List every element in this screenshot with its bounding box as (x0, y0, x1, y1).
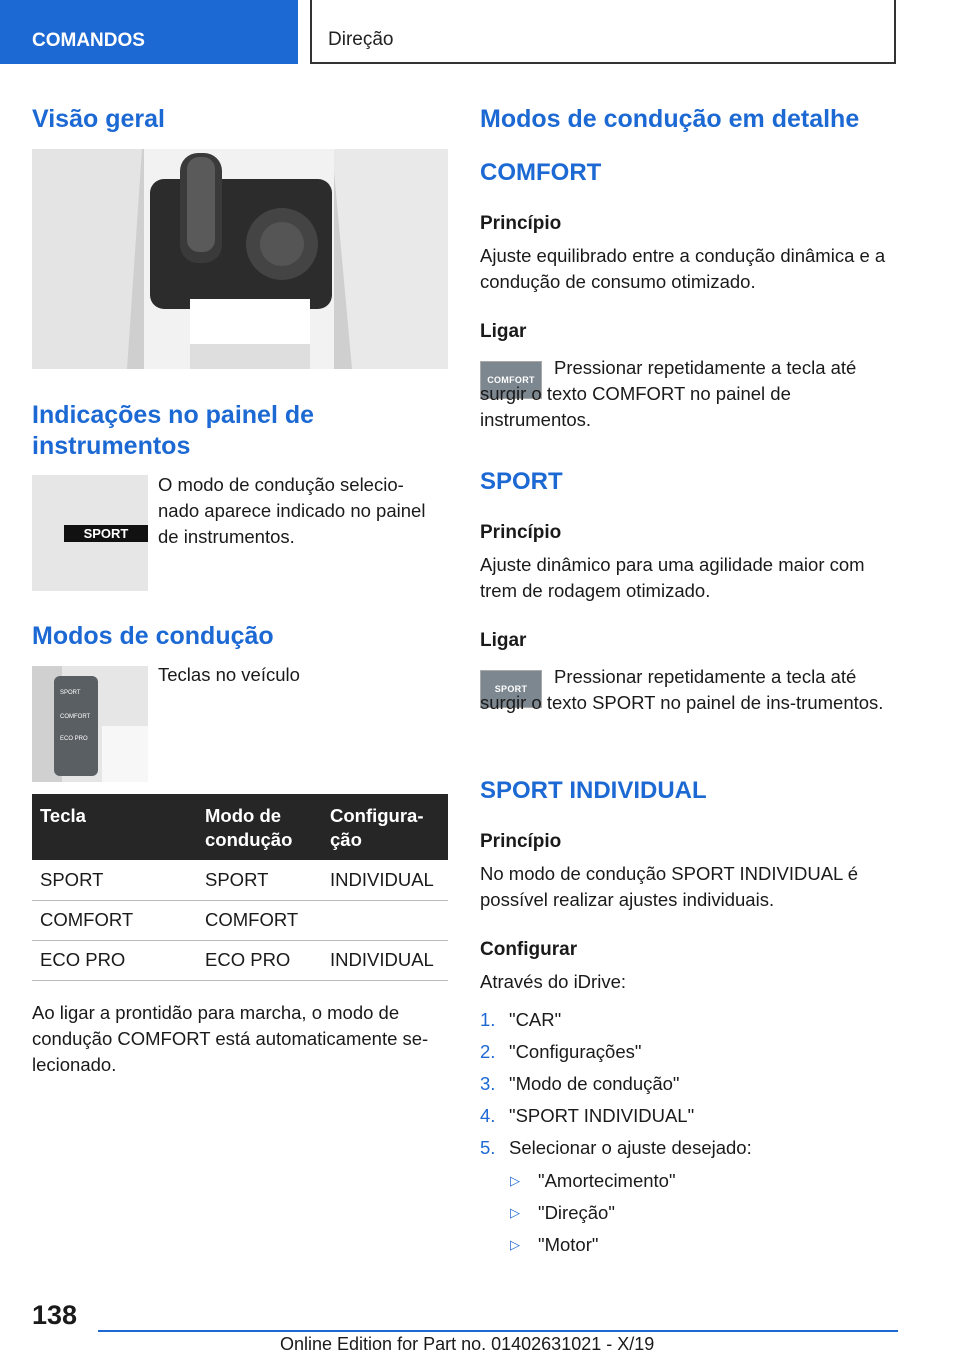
table-header-mode: Modo de condução (197, 794, 322, 860)
modes-table (32, 794, 448, 981)
table-cell: COMFORT (197, 900, 322, 940)
chapter-title: Direção (328, 29, 394, 50)
heading-sport-individual: SPORT INDIVIDUAL (480, 777, 707, 804)
modes-text: Teclas no veículo (158, 664, 300, 685)
mode-buttons-image (32, 666, 148, 782)
button-label-comfort: COMFORT (60, 714, 91, 720)
list-item: ▷ "Motor" (480, 1229, 900, 1261)
page-number: 138 (32, 1300, 78, 1330)
console-illustration (32, 149, 448, 369)
table-row (32, 940, 448, 980)
sport-display-label: SPORT (64, 525, 148, 542)
sport-on-heading: Ligar (480, 630, 527, 651)
individual-principle-text: No modo de condução SPORT INDIVIDUAL é possível realizar ajustes individuais. (480, 863, 859, 910)
individual-config-intro: Através do iDrive: (480, 971, 626, 992)
heading-detail: Modos de condução em detalhe (480, 105, 860, 133)
indications-text: O modo de condução selecio-nado aparece indicado no painel de instrumentos. (158, 474, 426, 547)
table-cell (322, 900, 448, 940)
button-label-ecopro: ECO PRO (60, 736, 88, 742)
heading-indications: Indicações no painel de instrumentos (32, 401, 315, 460)
heading-overview: Visão geral (32, 105, 165, 133)
center-console-image (32, 149, 448, 369)
comfort-on-heading: Ligar (480, 321, 527, 342)
footer-divider (98, 1330, 898, 1332)
section-title: COMANDOS (32, 30, 145, 51)
section-tab (0, 0, 298, 64)
config-sub-items (480, 1165, 900, 1261)
after-table-text: Ao ligar a prontidão para marcha, o modo de condução COMFORT está automaticamente se-lecionado. (32, 1002, 429, 1075)
heading-modes: Modos de condução (32, 622, 274, 650)
list-item: 3. "Modo de condução" (480, 1073, 680, 1094)
list-item: ▷ "Direção" (480, 1197, 900, 1229)
triangle-bullet-icon: ▷ (510, 1173, 520, 1188)
list-item: 1. "CAR" (480, 1009, 562, 1030)
individual-config-heading: Configurar (480, 939, 578, 960)
triangle-bullet-icon: ▷ (510, 1205, 520, 1220)
button-label-sport: SPORT (60, 690, 81, 696)
table-row (32, 860, 448, 900)
sport-principle-heading: Princípio (480, 522, 562, 543)
list-item: 5. Selecionar o ajuste desejado: (480, 1137, 752, 1158)
footer-edition: Online Edition for Part no. 01402631021 - X/19 (280, 1334, 655, 1354)
triangle-bullet-icon: ▷ (510, 1237, 520, 1252)
table-cell: ECO PRO (32, 940, 197, 980)
table-cell: INDIVIDUAL (322, 940, 448, 980)
list-item: ▷ "Amortecimento" (480, 1165, 900, 1197)
table-cell: SPORT (32, 860, 197, 900)
table-header-row (32, 794, 448, 860)
comfort-button-label: COMFORT (487, 375, 535, 385)
comfort-on-text: Pressionar repetidamente a tecla até surgir o texto COMFORT no painel de instrumentos. (480, 357, 857, 430)
sport-display-image (32, 475, 148, 591)
sport-on-text: Pressionar repetidamente a tecla até surgir o texto SPORT no painel de ins-trumentos. (480, 666, 884, 713)
config-steps (480, 1004, 900, 1164)
table-header-key: Tecla (32, 794, 197, 860)
table-header-config: Configura-ção (322, 794, 448, 860)
table-cell: COMFORT (32, 900, 197, 940)
list-item: 2. "Configurações" (480, 1041, 642, 1062)
sport-principle-text: Ajuste dinâmico para uma agilidade maior com trem de rodagem otimizado. (480, 554, 865, 601)
table-cell: ECO PRO (197, 940, 322, 980)
heading-comfort: COMFORT (480, 159, 602, 186)
list-item: 4. "SPORT INDIVIDUAL" (480, 1105, 695, 1126)
table-cell: SPORT (197, 860, 322, 900)
comfort-principle-text: Ajuste equilibrado entre a condução dinâmica e a condução de consumo otimizado. (480, 245, 886, 292)
individual-principle-heading: Princípio (480, 831, 562, 852)
table-cell: INDIVIDUAL (322, 860, 448, 900)
chapter-tab (310, 0, 896, 64)
sport-button-label: SPORT (494, 684, 528, 694)
comfort-principle-heading: Princípio (480, 213, 562, 234)
heading-sport: SPORT (480, 468, 563, 495)
table-row (32, 900, 448, 940)
